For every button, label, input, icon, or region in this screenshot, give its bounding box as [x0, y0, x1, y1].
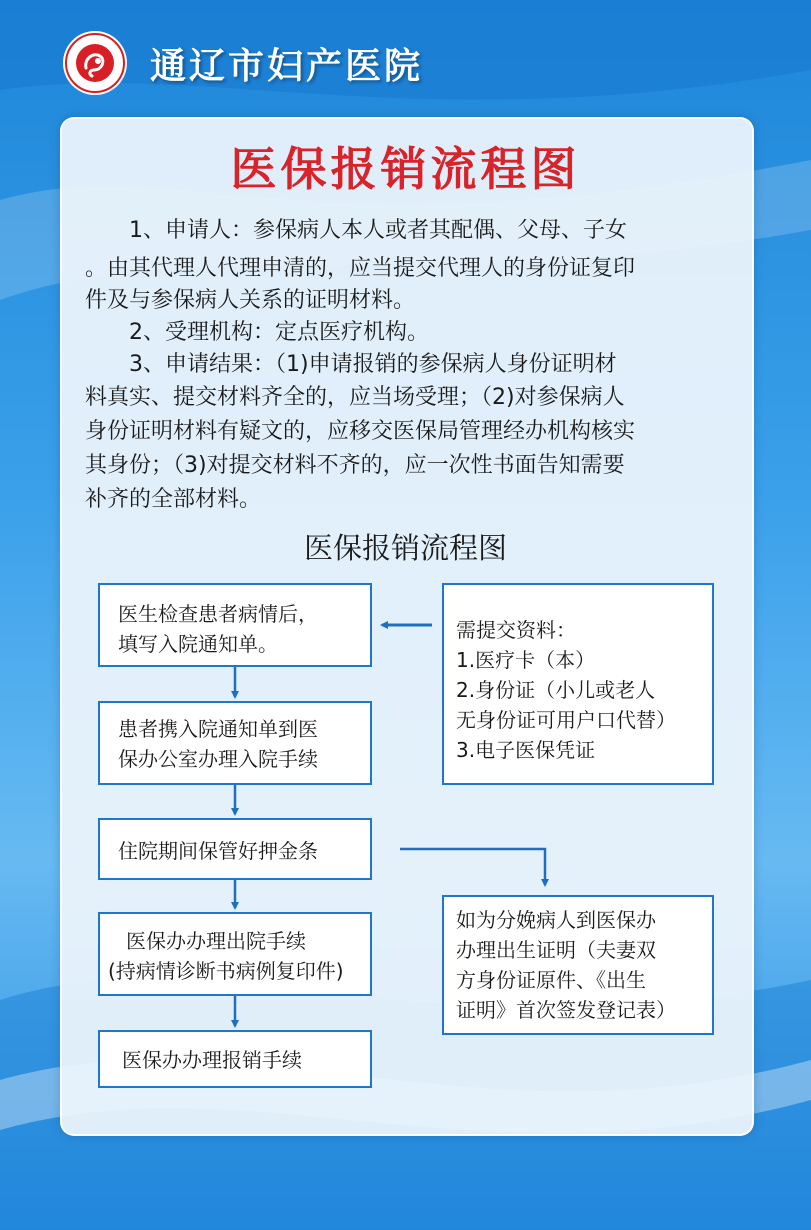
box-text-line: 填写入院通知单。: [118, 632, 278, 656]
box-text-line: 1.医疗卡（本）: [456, 648, 596, 672]
box-text-line: 住院期间保管好押金条: [118, 839, 318, 863]
flow-step-discharge: [98, 912, 372, 996]
box-text-line: 2.身份证（小儿或老人: [456, 678, 656, 702]
box-text-line: 患者携入院通知单到医: [118, 717, 318, 741]
box-text-line: 医生检查患者病情后，: [118, 602, 318, 626]
paragraph-line: 。由其代理人代理申清的，应当提交代理人的身份证复印: [85, 256, 636, 281]
paragraph-line: 1、申请人：参保病人本人或者其配偶、父母、子女: [129, 218, 627, 243]
page-header: [62, 28, 423, 98]
paragraph-line: 身份证明材料有疑文的，应移交医保局管理经办机构核实: [85, 419, 636, 444]
birth-certificate-note-box: [442, 895, 714, 1035]
box-text-line: 需提交资料：: [456, 618, 576, 642]
paragraph-line: 件及与参保病人关系的证明材料。: [85, 288, 416, 313]
paragraph-line: 其身份；（3)对提交材料不齐的，应一次性书面告知需要: [85, 453, 625, 478]
box-text-line: 医保办办理报销手续: [122, 1048, 302, 1072]
required-materials-box: [442, 583, 714, 785]
box-text-line: 证明》首次签发登记表）: [456, 998, 676, 1022]
hospital-name: 通辽市妇产医院: [150, 45, 424, 87]
paragraph-line: 3、申请结果：（1)申请报销的参保病人身份证明材: [129, 352, 617, 377]
flow-step-keep-deposit: [98, 818, 372, 880]
paragraph-line: 2、受理机构：定点医疗机构。: [129, 320, 429, 345]
box-text-line: 方身份证原件、《出生: [456, 968, 646, 992]
paragraph-line: 补齐的全部材料。: [85, 487, 262, 512]
box-text-line: 无身份证可用户口代替）: [456, 708, 676, 732]
flow-step-admission: [98, 701, 372, 785]
flow-step-doctor-exam: [98, 583, 372, 667]
page-title: 医保报销流程图: [230, 142, 581, 196]
box-text-line: 保办公室办理入院手续: [118, 747, 318, 771]
box-text-line: 3.电子医保凭证: [456, 738, 596, 762]
hospital-logo-icon: [62, 30, 128, 96]
flow-step-reimbursement: [98, 1030, 372, 1088]
box-text-line: 医保办办理出院手续: [126, 929, 306, 953]
paragraph-line: 料真实、提交材料齐全的，应当场受理；（2)对参保病人: [85, 385, 625, 410]
box-text-line: 办理出生证明（夫妻双: [456, 938, 656, 962]
box-text-line: (持病情诊断书病例复印件): [108, 959, 344, 983]
flowchart-title: 医保报销流程图: [303, 531, 507, 565]
box-text-line: 如为分娩病人到医保办: [456, 908, 656, 932]
